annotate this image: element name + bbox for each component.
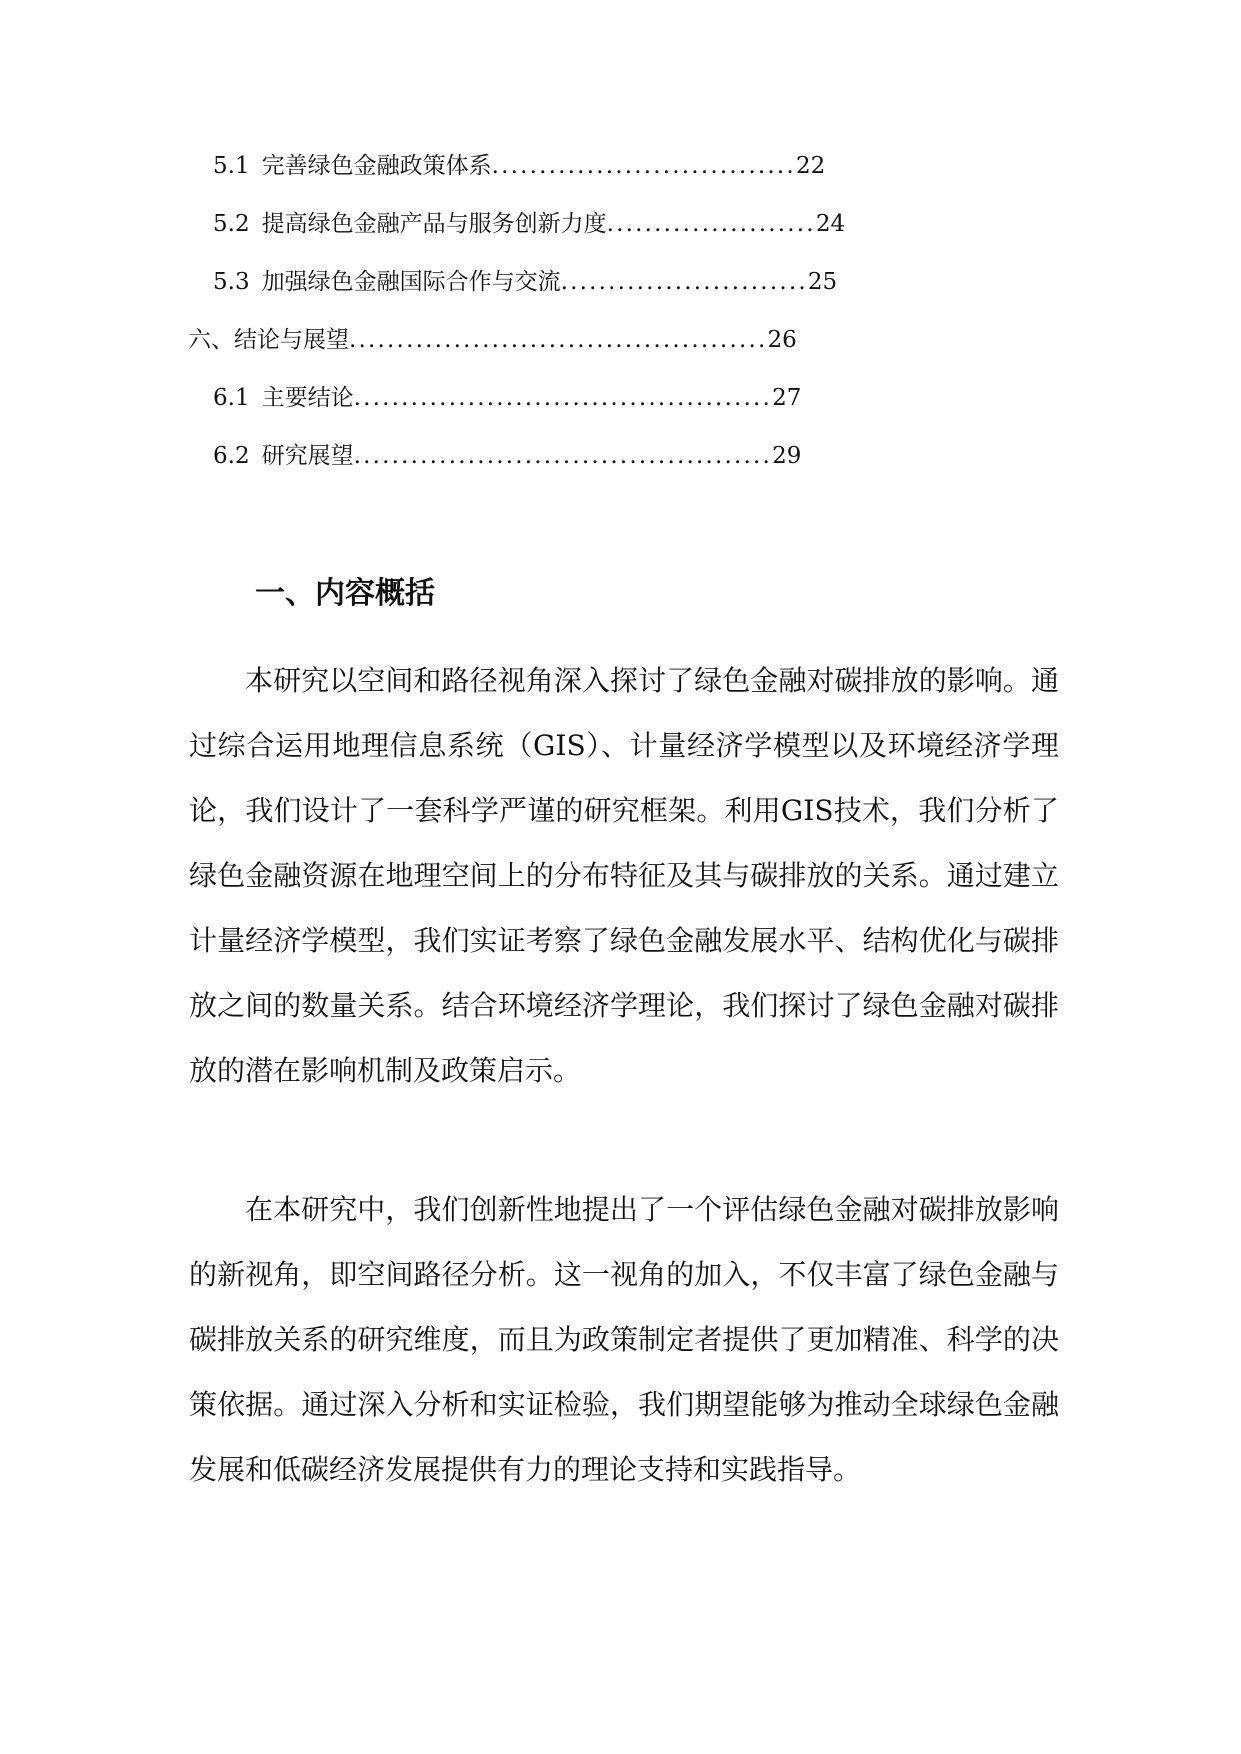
toc-leader-dots: ............................................ <box>353 385 773 411</box>
toc-entry[interactable] <box>213 204 943 244</box>
toc-entry[interactable] <box>213 262 943 302</box>
toc-entry-title: 六、结论与展望 <box>188 327 349 353</box>
body-paragraph: 在本研究中，我们创新性地提出了一个评估绿色金融对碳排放影响的新视角，即空间路径分析。这一视角的加入，不仅丰富了绿色金融与碳排放关系的研究维度，而且为政策制定者提供了更加精准、科学的决策依据。通过深入分析和实证检验，我们期望能够为推动全球绿色金融发展和低碳经济发展提供有力的理论支持和实践指导。 <box>189 1193 1059 1486</box>
toc-entry[interactable] <box>213 436 943 476</box>
toc-entry[interactable] <box>213 378 943 418</box>
section-heading: 一、内容概括 <box>255 576 435 611</box>
toc-leader-dots: ............................................ <box>353 443 773 469</box>
toc-entry-title: 主要结论 <box>261 385 354 411</box>
toc-entry-page: 27 <box>772 385 802 411</box>
toc-entry[interactable] <box>213 146 943 186</box>
toc-entry-page: 26 <box>767 327 797 353</box>
toc-entry-title: 完善绿色金融政策体系 <box>261 153 492 179</box>
toc-entry-number: 5.3 <box>213 269 250 295</box>
toc-entry-page: 25 <box>807 269 838 295</box>
toc-leader-dots: ............................................ <box>349 327 768 353</box>
toc-entry-number: 5.1 <box>213 153 250 179</box>
toc-entry-number: 5.2 <box>213 211 250 237</box>
toc-entry-title: 提高绿色金融产品与服务创新力度 <box>261 211 607 237</box>
toc-entry-page: 29 <box>772 443 802 469</box>
toc-entry[interactable] <box>188 320 958 360</box>
toc-entry-number: 6.1 <box>213 385 250 411</box>
toc-leader-dots: ...................... <box>606 211 816 237</box>
toc-entry-title: 加强绿色金融国际合作与交流 <box>261 269 561 295</box>
toc-leader-dots: .......................... <box>560 269 808 295</box>
body-paragraph: 本研究以空间和路径视角深入探讨了绿色金融对碳排放的影响。通过综合运用地理信息系统（GIS）、计量经济学模型以及环境经济学理论，我们设计了一套科学严谨的研究框架。利用GIS技术，我们分析了绿色金融资源在地理空间上的分布特征及其与碳排放的关系。通过建立计量经济学模型，我们实证考察了绿色金融发展水平、结构优化与碳排放之间的数量关系。结合环境经济学理论，我们探讨了绿色金融对碳排放的潜在影响机制及政策启示。 <box>189 664 1059 1087</box>
toc-entry-page: 24 <box>815 211 846 237</box>
toc-entry-number: 6.2 <box>213 443 250 469</box>
toc-leader-dots: ................................ <box>491 153 796 179</box>
toc-entry-title: 研究展望 <box>261 443 354 469</box>
toc-entry-page: 22 <box>795 153 826 179</box>
